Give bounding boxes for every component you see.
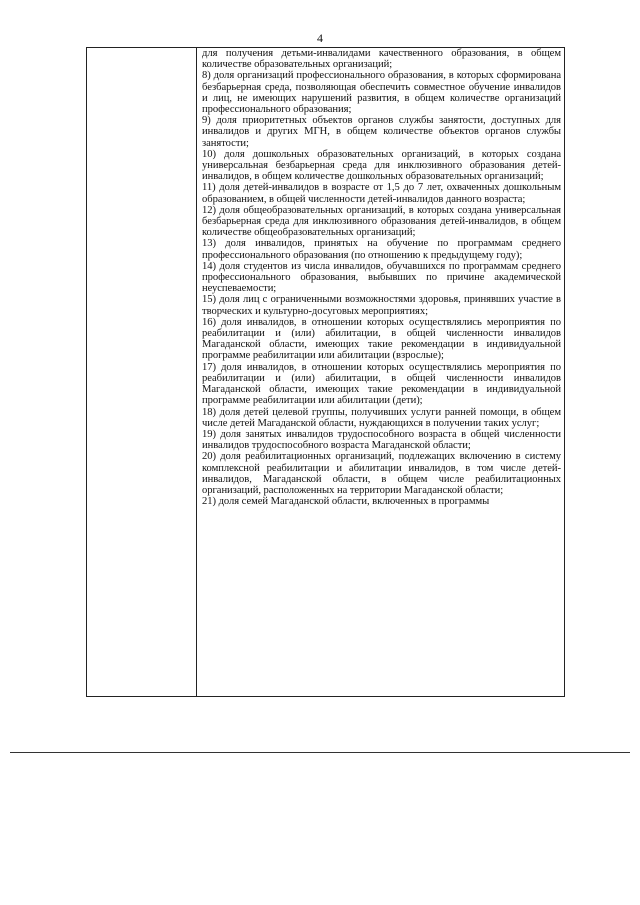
list-item: 10) доля дошкольных образовательных организаций, в которых создана универсальная безбарьерная среда для инклюзивного образования детей-инвалидов, в общем количестве дошкольных образовательных организаций; (202, 148, 561, 183)
list-item: 20) доля реабилитационных организаций, подлежащих включению в систему комплексной реабилитации и абилитации инвалидов, в том числе детей-инвалидов, Магаданской области, в общем числе реабилитационных организаций, расположенных на территории Магаданской области; (202, 451, 561, 496)
list-item: 18) доля детей целевой группы, получивших услуги ранней помощи, в общем числе детей Магаданской области, нуждающихся в получении таких услуг; (202, 406, 561, 429)
table-left-column (87, 48, 197, 696)
list-item: 19) доля занятых инвалидов трудоспособного возраста в общей численности инвалидов трудоспособного возраста Магаданской области; (202, 428, 561, 452)
list-item: 11) доля детей-инвалидов в возрасте от 1,5 до 7 лет, охваченных дошкольным образованием, в общей численности детей-инвалидов данного возраста; (202, 182, 561, 205)
list-item: 15) доля лиц с ограниченными возможностями здоровья, принявших участие в творческих и культурно-досуговых мероприятиях; (202, 294, 561, 317)
list-item: 12) доля общеобразовательных организаций, в которых создана универсальная безбарьерная среда для инклюзивного образования детей-инвалидов, в общем количестве общеобразовательных организаций; (202, 204, 561, 239)
table-right-column (197, 48, 564, 696)
list-item: 9) доля приоритетных объектов органов службы занятости, доступных для инвалидов и других МГН, в общем количестве объектов органов службы занятости; (202, 115, 561, 149)
list-item: для получения детьми-инвалидами качественного образования, в общем количестве образовательных организаций; (202, 48, 561, 71)
list-item: 8) доля организаций профессионального образования, в которых сформирована безбарьерная среда, позволяющая обеспечить совместное обучение инвалидов и лиц, не имеющих нарушений развития, в общем количестве организаций профессионального образования; (202, 70, 561, 116)
page-number: 4 (317, 31, 323, 45)
list-item: 17) доля инвалидов, в отношении которых осуществлялись мероприятия по реабилитации и (или) абилитации, в общей численности инвалидов Магаданской области, имеющих такие рекомендации в индивидуальной программе реабилитации или абилитации (дети); (202, 361, 561, 407)
document-table (86, 47, 565, 697)
list-item: 13) доля инвалидов, принятых на обучение по программам среднего профессионального образования (по отношению к предыдущему году); (202, 238, 561, 261)
list-item: 16) доля инвалидов, в отношении которых осуществлялись мероприятия по реабилитации и (или) абилитации, в общей численности инвалидов Магаданской области, имеющих такие рекомендации в индивидуальной программе реабилитации или абилитации (взрослые); (202, 316, 561, 362)
list-item: 21) доля семей Магаданской области, включенных в программы (202, 496, 490, 508)
page-divider (10, 752, 630, 753)
list-item: 14) доля студентов из числа инвалидов, обучавшихся по программам среднего профессионального образования, выбывших по причине академической неуспеваемости; (202, 260, 561, 295)
